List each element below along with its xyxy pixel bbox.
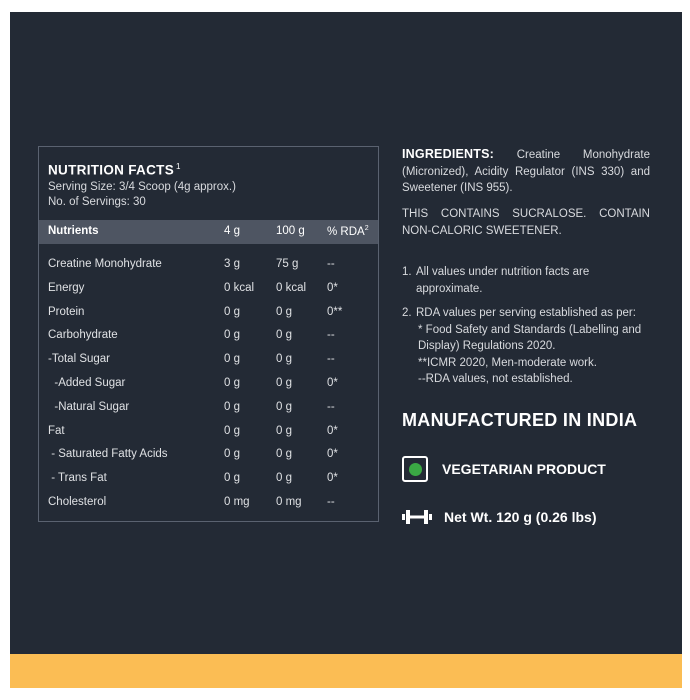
per-serving-value: 0 mg bbox=[224, 496, 250, 508]
ingredients-text: Creatine Monohydrate (Micronized), Acidity Regulator (INS 330) and Sweetener (INS 955). bbox=[402, 149, 650, 194]
nutrient-name: Protein bbox=[48, 305, 85, 318]
servings-count: No. of Servings: 30 bbox=[48, 196, 146, 208]
manufactured-in-india: MANUFACTURED IN INDIA bbox=[402, 410, 638, 430]
nutrient-name: - Trans Fat bbox=[48, 472, 107, 485]
rda-value: -- bbox=[327, 400, 335, 413]
veg-mark-icon bbox=[402, 456, 428, 482]
nutrition-facts-title: NUTRITION FACTS $^1$ bbox=[48, 162, 181, 178]
nutrition-table-header bbox=[39, 220, 378, 244]
rda-value: -- bbox=[327, 496, 335, 508]
nutrient-name: -Added Sugar bbox=[48, 377, 126, 389]
rda-value: 0** bbox=[327, 305, 343, 318]
rda-value: 0* bbox=[327, 377, 338, 389]
nutrition-facts-box bbox=[38, 146, 379, 522]
nutrient-name: Energy bbox=[48, 281, 85, 294]
per-100g-value: 0 mg bbox=[276, 496, 302, 508]
header-per-100g: 100 g bbox=[276, 225, 305, 237]
nutrient-name: Fat bbox=[48, 424, 65, 437]
per-100g-value: 0 g bbox=[276, 305, 292, 318]
nutrient-name: Creatine Monohydrate bbox=[48, 258, 162, 270]
footnote-1: 1. All values under nutrition facts are approximate. bbox=[402, 266, 590, 295]
vegetarian-badge bbox=[402, 454, 606, 484]
bottom-color-band bbox=[10, 654, 682, 688]
per-serving-value: 0 g bbox=[224, 400, 240, 413]
rda-value: -- bbox=[327, 329, 335, 342]
footnotes bbox=[402, 264, 650, 396]
rda-value: 0* bbox=[327, 424, 338, 437]
per-serving-value: 0 g bbox=[224, 377, 240, 389]
per-100g-value: 0 g bbox=[276, 329, 292, 342]
rda-value: 0* bbox=[327, 281, 338, 294]
rda-value: 0* bbox=[327, 448, 338, 461]
rda-value: -- bbox=[327, 353, 335, 366]
per-100g-value: 0 g bbox=[276, 377, 292, 389]
dumbbell-icon bbox=[402, 508, 432, 526]
nutrient-name: Carbohydrate bbox=[48, 329, 118, 342]
nutrient-name: -Total Sugar bbox=[48, 353, 111, 366]
rda-value: 0* bbox=[327, 472, 338, 485]
footnote-2: 2. RDA values per serving established as per: * Food Safety and Standards (Labelling and Display) Regulations 2020. **ICMR 2020, Men-moderate work. --RDA values, not established. bbox=[402, 307, 642, 385]
per-serving-value: 0 g bbox=[224, 329, 240, 342]
per-100g-value: 0 g bbox=[276, 424, 292, 437]
serving-size: Serving Size: 3/4 Scoop (4g approx.) bbox=[48, 181, 236, 193]
net-weight bbox=[402, 504, 596, 530]
rda-value: -- bbox=[327, 258, 335, 270]
per-serving-value: 0 g bbox=[224, 424, 240, 437]
per-100g-value: 0 g bbox=[276, 353, 292, 366]
nutrient-name: -Natural Sugar bbox=[48, 400, 130, 413]
per-100g-value: 0 kcal bbox=[276, 281, 307, 294]
per-100g-value: 75 g bbox=[276, 258, 299, 270]
header-rda: % RDA$^2$ bbox=[327, 225, 369, 238]
per-100g-value: 0 g bbox=[276, 448, 292, 461]
per-serving-value: 0 g bbox=[224, 353, 240, 366]
header-per-serving: 4 g bbox=[224, 225, 240, 237]
ingredients-label: INGREDIENTS: bbox=[402, 147, 494, 161]
header-nutrients: Nutrients bbox=[48, 225, 99, 237]
net-weight-label: Net Wt. 120 g (0.26 lbs) bbox=[444, 509, 597, 525]
nutrient-name: Cholesterol bbox=[48, 496, 107, 508]
per-100g-value: 0 g bbox=[276, 400, 292, 413]
per-serving-value: 0 g bbox=[224, 472, 240, 485]
per-serving-value: 0 g bbox=[224, 448, 240, 461]
ingredients-block bbox=[402, 146, 650, 197]
per-serving-value: 3 g bbox=[224, 258, 240, 270]
per-serving-value: 0 kcal bbox=[224, 281, 255, 294]
vegetarian-label: VEGETARIAN PRODUCT bbox=[442, 461, 606, 477]
nutrient-name: - Saturated Fatty Acids bbox=[48, 448, 168, 461]
sucralose-warning: THIS CONTAINS SUCRALOSE. CONTAIN NON-CALORIC SWEETENER. bbox=[402, 208, 650, 237]
per-100g-value: 0 g bbox=[276, 472, 292, 485]
per-serving-value: 0 g bbox=[224, 305, 240, 318]
